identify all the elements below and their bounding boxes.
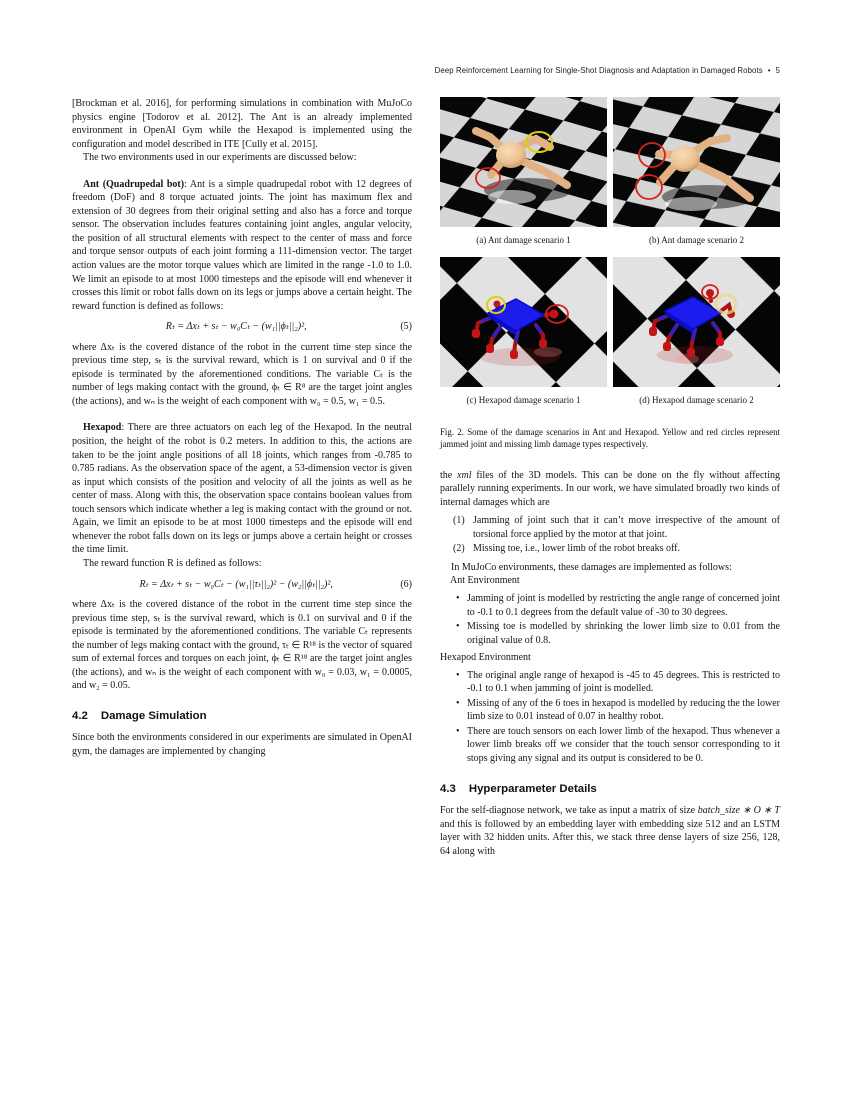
figure-2	[440, 97, 780, 451]
paragraph-xml-files	[440, 469, 780, 510]
running-header-title: Deep Reinforcement Learning for Single-Shot Diagnosis and Adaptation in Damaged Robots	[434, 66, 763, 75]
subcaption-d: (d) Hexapod damage scenario 2	[639, 395, 754, 405]
equation-5-formula: Rₜ = Δxₜ + sₜ − w₀Cₜ − (w₁||ϕₜ||₂)²,	[165, 321, 307, 333]
figure-panel-c	[440, 257, 607, 417]
ant-damage-2-image	[613, 97, 780, 227]
equation-5-number: (5)	[400, 321, 412, 333]
bullet-text: Missing of any of the 6 toes in hexapod is modelled by reducing the the lower limb size to 0.01 instead of 0.07 in healthy robot.	[467, 697, 780, 723]
bullet-text: There are touch sensors on each lower limb of the hexapod. Thus whenever a lower limb breaks off we consider that the touch sensor corresponding to it stops giving any signal and its output is considered to be 0.	[467, 725, 780, 764]
hexapod-environment-bullets	[440, 669, 780, 766]
figure-2-caption: Fig. 2. Some of the damage scenarios in Ant and Hexapod. Yellow and red circles represent jammed joint and missing limb damage types respectively.	[440, 427, 780, 450]
batch-size-term: batch_size ∗ O ∗ T	[697, 805, 780, 817]
paragraph-damage-simulation: Since both the environments considered in our experiments are simulated in OpenAI gym, the damages are implemented by changing	[72, 732, 412, 757]
subcaption-a: (a) Ant damage scenario 1	[476, 235, 571, 245]
xml-paragraph-rest: files of the 3D models. This can be done on the fly without affecting parallely running experiments. In our work, we have simulated broadly two kinds of internal damages which are	[440, 469, 780, 508]
list-item	[440, 669, 780, 696]
list-item-text: Jamming of joint such that it can’t move irrespective of the amount of torsional force applied by the motor at that joint.	[473, 515, 780, 540]
ant-environment-label: Ant Environment	[450, 575, 520, 587]
hexapod-description: : There are three actuators on each leg of the Hexapod. In the neutral position, the height of the robot is 0.2 meters. In addition to this, the actions are taken to be the joint angle positions of all 18 joints, which ranges from -0.785 to 0.785 radians. As the observation space of the agent, a 53-dimension vector is given as input which consists of the position and velocity of all the joints as well as he center of mass. Along with this, the observation space contains boolean values from touch sensors which indicate whether a leg is making contact with the ground or not. Again, we limit an episode to be at most 1000 timesteps and the episode will end whenever the robot falls down on its legs or jumps above a certain height or crosses the time limit.	[72, 422, 412, 556]
list-item	[440, 514, 780, 541]
xml-term: xml	[457, 469, 472, 481]
hyperparameter-paragraph-rest: and this is followed by an embedding layer with embedding size 512 and an LSTM layer with 32 hidden units. After this, we stack three dense layers of size 256, 128, 64 along with	[440, 818, 780, 857]
bullet-text: Missing toe is modelled by shrinking the lower limb size to 0.01 from the original value of 0.8.	[467, 621, 780, 646]
page-number: 5	[775, 66, 780, 75]
ant-term: Ant (Quadrupedal bot)	[83, 178, 185, 190]
section-number: 4.3	[440, 782, 456, 795]
paragraph-ant	[72, 178, 412, 313]
hexapod-damage-2-image	[613, 257, 780, 387]
running-header	[72, 66, 780, 75]
equation-6	[72, 578, 412, 592]
bullet-icon	[456, 592, 467, 619]
bullet-icon	[456, 620, 467, 647]
paragraph-hyperparameters	[440, 804, 780, 858]
list-item-number: (1)	[453, 515, 465, 527]
list-item	[440, 725, 780, 766]
header-bullet-separator: •	[767, 66, 771, 75]
subcaption-b: (b) Ant damage scenario 2	[649, 235, 744, 245]
figure-panel-b	[613, 97, 780, 257]
bullet-icon	[456, 725, 467, 766]
xml-paragraph-pre: the	[440, 469, 458, 481]
section-number: 4.2	[72, 709, 88, 722]
list-item-number: (2)	[453, 543, 465, 555]
ant-damage-1-image	[440, 97, 607, 227]
equation-5	[72, 320, 412, 334]
hexapod-environment-label: Hexapod Environment	[440, 652, 531, 664]
paragraph-brockman: [Brockman et al. 2016], for performing simulations in combination with MuJoCo physics engine [Todorov et al. 2012]. The Ant is an already implemented environment in OpenAI Gym while the Hexapod is implemented using the configuration and model described in ITE [Cully et al. 2015].	[72, 98, 412, 150]
right-column	[440, 97, 780, 858]
ant-description: : Ant is a simple quadrupedal robot with 12 degrees of freedom (DoF) and 8 torque actuated joints. The joint has maximum flex and extension of 30 degrees from their original setting and also has a force and torque sensor. The observation includes features containing joint angles, angular velocity, the position of all structural elements with respect to the center of mass and force and torque sensor outputs of each joint forming a 111-dimension vector. The target action values are the motor torque values which are limited in the range -1.0 to 1.0. We limit an episode to at most 1000 timesteps and the episode will end whenever it crosses this limit or robot falls down on its legs or jumps above a certain height. The reward function is defined as follows:	[72, 178, 412, 312]
bullet-text: The original angle range of hexapod is -45 to 45 degrees. This is restricted to -0.1 to 0.1 when jamming of joint is modelled.	[467, 669, 780, 695]
bullet-text: Jamming of joint is modelled by restricting the angle range of concerned joint to -0.1 to 0.1 degrees from the default value of -30 to 30 degrees.	[467, 592, 780, 618]
equation-6-number: (6)	[400, 578, 412, 590]
hexapod-damage-1-image	[440, 257, 607, 387]
list-item	[440, 542, 780, 556]
section-heading-4-3	[440, 783, 780, 797]
left-column	[72, 97, 412, 759]
paragraph-eq5-explanation: where Δxₜ is the covered distance of the robot in the current time step since the previous time step, sₜ is the survival reward, which is 1 on survival and 0 if the episode is terminated by the aforementioned conditions. The variable Cₜ is the number of legs making contact with the ground, ϕₜ ∈ R⁸ are the target joint angles (the actions), and wₙ is the weight of each component with w₀ = 0.5, w₁ = 0.5.	[72, 341, 412, 407]
paragraph-hexapod	[72, 421, 412, 556]
subcaption-c: (c) Hexapod damage scenario 1	[466, 395, 581, 405]
section-heading-4-2	[72, 710, 412, 724]
bullet-icon	[456, 697, 467, 724]
figure-panel-d	[613, 257, 780, 417]
hyperparameter-paragraph-pre: For the self-diagnose network, we take as input a matrix of size	[440, 805, 698, 817]
paragraph-eq6-explanation: where Δxₜ is the covered distance of the robot in the current time step since the previous time step, sₜ is the survival reward, which is 0.1 on survival and 0 if the episode is terminated by the aforementioned conditions. The variable Cₜ represents the number of legs making contact with the ground, τₜ ∈ R¹⁸ is the vector of squared sum of external forces and torques on each joint, ϕₜ ∈ R¹⁸ are the target joint angles (the actions), and wₙ is the weight of each component with w₀ = 0.03, w₁ = 0.0005, and w₂ = 0.05.	[72, 599, 412, 692]
section-title: Damage Simulation	[100, 709, 207, 722]
ant-environment-bullets	[440, 592, 780, 647]
list-item	[440, 592, 780, 619]
damage-types-list	[440, 514, 780, 556]
list-item	[440, 697, 780, 724]
hexapod-term: Hexapod	[83, 422, 122, 434]
figure-grid	[440, 97, 780, 417]
section-title: Hyperparameter Details	[468, 782, 597, 795]
list-item	[440, 620, 780, 647]
equation-6-formula: Rₜ = Δxₜ + sₜ − w₀Cₜ − (w₁||τₜ||₂)² − (w₂||ϕₜ||₂)²,	[139, 578, 333, 590]
paragraph-reward-intro: The reward function R is defined as follows:	[83, 557, 262, 569]
figure-panel-a	[440, 97, 607, 257]
paragraph-mujoco-implementation: In MuJoCo environments, these damages are implemented as follows:	[451, 561, 732, 573]
paragraph-two-environments: The two environments used in our experiments are discussed below:	[83, 152, 357, 164]
list-item-text: Missing toe, i.e., lower limb of the robot breaks off.	[473, 543, 681, 555]
bullet-icon	[456, 669, 467, 696]
